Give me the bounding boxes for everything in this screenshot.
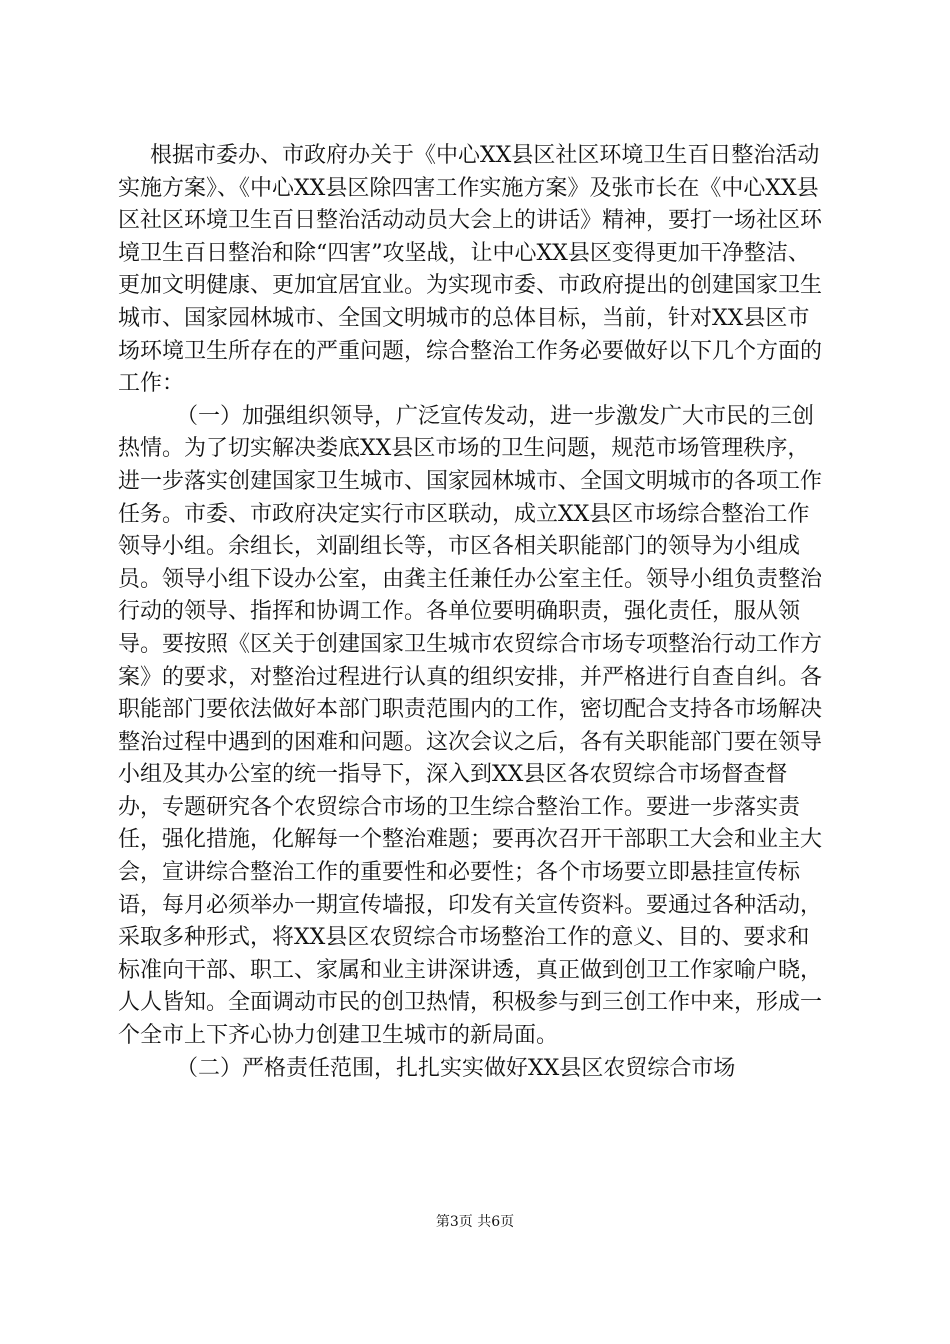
document-body bbox=[118, 140, 830, 1085]
page-number-footer: 第3页 共6页 bbox=[435, 1214, 515, 1230]
intro-paragraph: 根据市委办、市政府办关于《中心XX县区社区环境卫生百日整治活动实施方案》、《中心XX县区除四害工作实施方案》及张市长在《中心XX县区社区环境卫生百日整治活动动员大会上的讲话》精神，要打一场社区环境卫生百日整治和除“四害”攻坚战，让中心XX县区变得更加干净整洁、更加文明健康、更加宜居宜业。为实现市委、市政府提出的创建国家卫生城市、国家园林城市、全国文明城市的总体目标，当前，针对XX县区市场环境卫生所存在的严重问题，综合整治工作务必要做好以下几个方面的工作： bbox=[118, 143, 823, 397]
section-two-heading-paragraph: （二）严格责任范围，扎扎实实做好XX县区农贸综合市场 bbox=[176, 1055, 736, 1081]
section-one-paragraph: （一）加强组织领导，广泛宣传发动，进一步激发广大市民的三创热情。为了切实解决娄底XX县区市场的卫生问题，规范市场管理秩序，进一步落实创建国家卫生城市、国家园林城市、全国文明城市的各项工作任务。市委、市政府决定实行市区联动，成立XX县区市场综合整治工作领导小组。余组长，刘副组长等，市区各相关职能部门的领导为小组成员。领导小组下设办公室，由龚主任兼任办公室主任。领导小组负责整治行动的领导、指挥和协调工作。各单位要明确职责，强化责任，服从领导。要按照《区关于创建国家卫生城市农贸综合市场专项整治行动工作方案》的要求，对整治过程进行认真的组织安排，并严格进行自查自纠。各职能部门要依法做好本部门职责范围内的工作，密切配合支持各市场解决整治过程中遇到的困难和问题。这次会议之后，各有关职能部门要在领导小组及其办公室的统一指导下，深入到XX县区各农贸综合市场督查督办，专题研究各个农贸综合市场的卫生综合整治工作。要进一步落实责任，强化措施，化解每一个整治难题；要再次召开干部职工大会和业主大会，宣讲综合整治工作的重要性和必要性；各个市场要立即悬挂宣传标语，每月必须举办一期宣传墙报，印发有关宣传资料。要通过各种活动，采取多种形式，将XX县区农贸综合市场整治工作的意义、目的、要求和标准向干部、职工、家属和业主讲深讲透，真正做到创卫工作家喻户晓，人人皆知。全面调动市民的创卫热情，积极参与到三创工作中来，形成一个全市上下齐心协力创建卫生城市的新局面。 bbox=[118, 403, 823, 1049]
